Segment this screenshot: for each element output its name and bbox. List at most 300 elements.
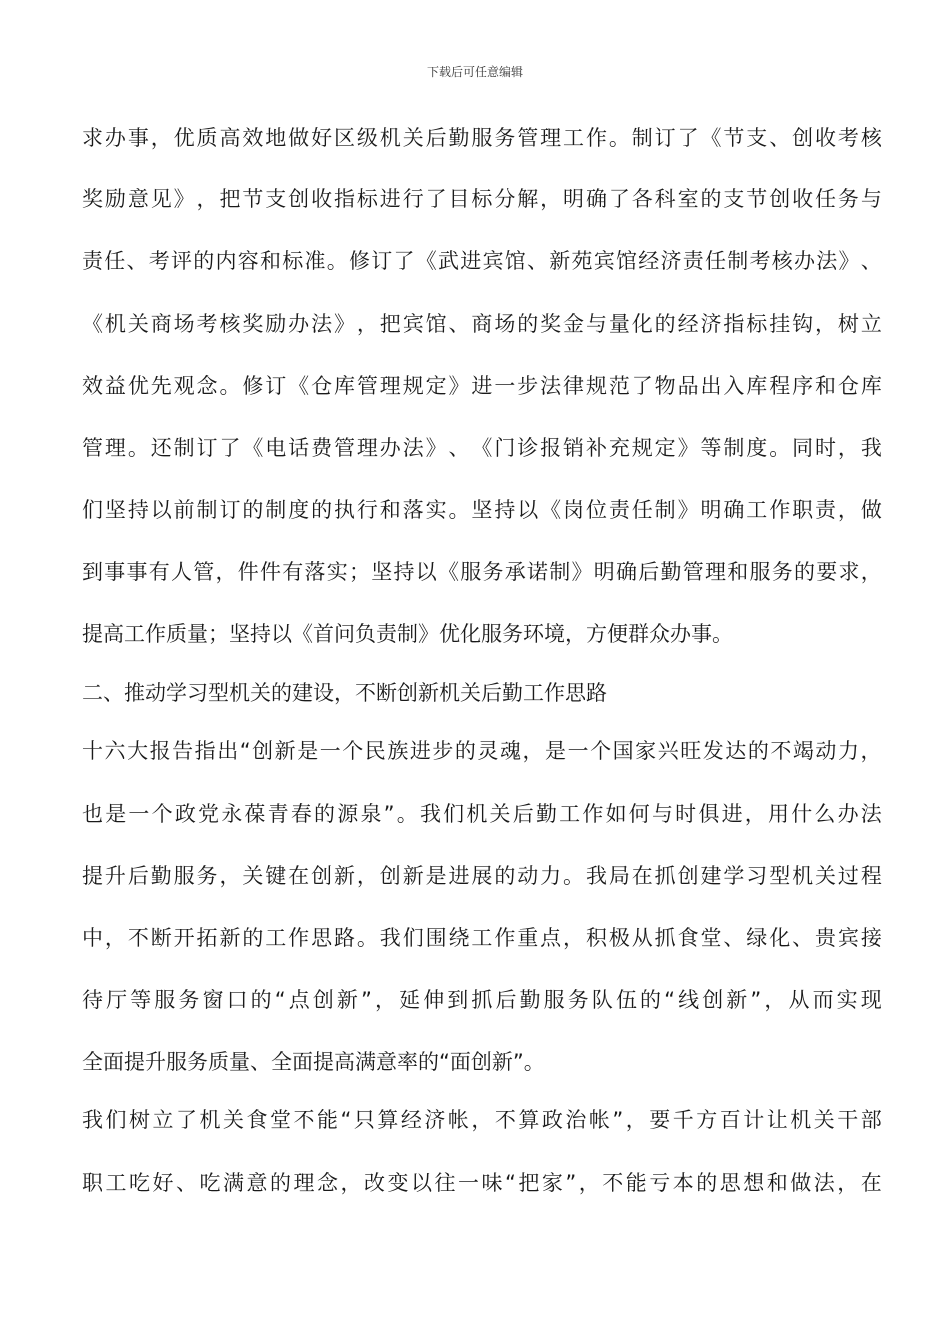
glyph: 是	[297, 739, 319, 763]
glyph: 想	[743, 1171, 765, 1195]
glyph: 二	[82, 681, 103, 705]
glyph: 在	[288, 864, 310, 888]
glyph: 新	[549, 249, 571, 273]
glyph: 做	[860, 498, 882, 522]
glyph: 新	[491, 1050, 513, 1074]
glyph: 《	[540, 498, 562, 522]
glyph: 大	[127, 739, 149, 763]
glyph: 评	[171, 249, 192, 273]
glyph: 办	[104, 126, 126, 150]
glyph: 商	[471, 312, 493, 336]
glyph: 新	[219, 926, 241, 950]
glyph: 贵	[815, 926, 836, 950]
glyph: 一	[319, 739, 341, 763]
glyph: 面	[449, 1050, 471, 1074]
glyph: 和	[379, 498, 401, 522]
glyph: 新	[418, 681, 439, 705]
glyph: 以	[271, 622, 292, 646]
glyph: 优	[439, 622, 460, 646]
glyph: 收	[792, 187, 814, 211]
glyph: 建	[700, 864, 722, 888]
glyph: 们	[82, 498, 103, 522]
glyph: 任	[705, 249, 726, 273]
glyph: 创	[677, 864, 699, 888]
glyph: 满	[355, 1050, 376, 1074]
glyph: 意	[376, 1050, 397, 1074]
glyph: 件	[260, 560, 281, 584]
glyph: 见	[150, 187, 172, 211]
glyph: 、	[527, 249, 548, 273]
glyph: 。	[608, 126, 630, 150]
glyph: ，	[837, 498, 859, 522]
glyph: 用	[767, 802, 789, 826]
glyph: 的	[696, 1171, 718, 1195]
glyph: 全	[82, 1050, 103, 1074]
glyph: 我	[585, 864, 607, 888]
glyph: 把	[379, 312, 401, 336]
glyph: 件	[237, 560, 259, 584]
glyph: 的	[270, 1171, 291, 1195]
glyph: 《	[438, 560, 459, 584]
glyph: 法	[860, 802, 882, 826]
glyph: 求	[838, 560, 860, 584]
glyph: 的	[494, 864, 516, 888]
glyph: 堂	[270, 1108, 291, 1132]
glyph: ，	[334, 681, 355, 705]
glyph: 。	[523, 1050, 545, 1074]
glyph: 区	[333, 126, 355, 150]
glyph: 作	[582, 802, 604, 826]
glyph: 一	[458, 1171, 479, 1195]
glyph: 政	[174, 802, 196, 826]
glyph: 创	[792, 126, 814, 150]
glyph: 核	[860, 126, 882, 150]
glyph: 了	[608, 187, 630, 211]
glyph: 勤	[535, 802, 557, 826]
glyph: 型	[208, 681, 229, 705]
glyph: 理	[379, 374, 401, 398]
glyph: 内	[215, 249, 237, 273]
glyph: 和	[815, 374, 836, 398]
glyph: 能	[317, 1108, 338, 1132]
glyph: 、	[176, 1171, 197, 1195]
glyph: 旺	[680, 739, 702, 763]
glyph: ，	[471, 1108, 493, 1132]
glyph: 率	[397, 1050, 418, 1074]
glyph: 科	[654, 187, 676, 211]
glyph: 机	[466, 802, 488, 826]
glyph: 任	[104, 249, 126, 273]
glyph: 动	[145, 681, 166, 705]
glyph: 的	[747, 739, 769, 763]
glyph: 考	[749, 249, 771, 273]
glyph: ，	[625, 1108, 647, 1132]
glyph: 馆	[504, 249, 526, 273]
glyph: 是	[425, 864, 447, 888]
glyph: 步	[432, 739, 454, 763]
glyph: 。	[712, 622, 733, 646]
glyph: 而	[812, 988, 834, 1012]
glyph: 高	[219, 126, 241, 150]
glyph: 工	[563, 126, 585, 150]
glyph: 思	[311, 926, 333, 950]
glyph: 是	[545, 739, 567, 763]
glyph: 兴	[657, 739, 679, 763]
glyph: 确	[616, 560, 637, 584]
glyph: 质	[196, 126, 218, 150]
glyph: 食	[677, 926, 699, 950]
glyph: 标	[746, 312, 768, 336]
glyph: 围	[425, 926, 447, 950]
glyph: 制	[723, 436, 745, 460]
glyph: 问	[334, 622, 355, 646]
glyph: 的	[314, 802, 336, 826]
glyph: 订	[219, 498, 241, 522]
glyph: 创	[288, 187, 310, 211]
body-line	[82, 924, 882, 952]
glyph: 实	[326, 560, 348, 584]
glyph: 工	[124, 622, 145, 646]
glyph: 律	[563, 374, 585, 398]
glyph: 》	[838, 249, 860, 273]
glyph: 的	[700, 187, 722, 211]
glyph: 们	[402, 926, 424, 950]
glyph: 服	[749, 560, 771, 584]
glyph: 理	[356, 436, 378, 460]
glyph: 坚	[229, 622, 250, 646]
glyph: 重	[517, 926, 539, 950]
glyph: 机	[439, 681, 460, 705]
glyph: 不	[494, 1108, 516, 1132]
glyph: 从	[788, 988, 810, 1012]
glyph: 改	[364, 1171, 385, 1195]
glyph: 。	[127, 436, 149, 460]
glyph: 责	[608, 498, 630, 522]
glyph: 提	[82, 622, 103, 646]
glyph: 奖	[242, 312, 264, 336]
glyph: 进	[721, 802, 743, 826]
glyph: 治	[565, 1108, 587, 1132]
glyph: 把	[219, 187, 241, 211]
glyph: 机	[792, 864, 814, 888]
glyph: 制	[173, 436, 195, 460]
glyph: 务	[178, 988, 200, 1012]
glyph: 动	[815, 739, 837, 763]
glyph: 制	[265, 498, 287, 522]
glyph: 报	[149, 739, 171, 763]
glyph: 、	[723, 926, 745, 950]
glyph: 力	[540, 864, 562, 888]
glyph: 关	[489, 802, 511, 826]
glyph: 《	[471, 436, 493, 460]
body-line	[82, 496, 882, 524]
glyph: 励	[104, 187, 126, 211]
glyph: 立	[860, 312, 882, 336]
body-line	[82, 185, 882, 213]
glyph: 六	[104, 739, 126, 763]
glyph: 。	[356, 926, 378, 950]
glyph: 工	[746, 498, 768, 522]
glyph: 帐	[588, 1108, 610, 1132]
glyph: 质	[208, 1050, 229, 1074]
glyph: 明	[700, 498, 722, 522]
glyph: 同	[792, 436, 814, 460]
glyph: 意	[127, 187, 149, 211]
glyph: 后	[425, 126, 447, 150]
glyph: 推	[124, 681, 145, 705]
body-line	[82, 434, 882, 462]
glyph: 后	[495, 988, 517, 1012]
glyph: 务	[196, 864, 218, 888]
glyph: 型	[769, 864, 791, 888]
glyph: 方	[586, 622, 607, 646]
glyph: 习	[187, 681, 208, 705]
glyph: 分	[494, 187, 516, 211]
glyph: 党	[198, 802, 220, 826]
glyph: ，	[104, 926, 126, 950]
glyph: 任	[815, 187, 836, 211]
glyph: ，	[565, 622, 586, 646]
glyph: 进	[409, 739, 431, 763]
glyph: 经	[638, 249, 660, 273]
glyph: 位	[585, 498, 607, 522]
glyph: 事	[126, 560, 148, 584]
glyph: 理	[104, 436, 126, 460]
glyph: 考	[837, 126, 859, 150]
glyph: 一	[567, 739, 589, 763]
glyph: ，	[815, 312, 836, 336]
glyph: 了	[393, 249, 415, 273]
glyph: 经	[677, 312, 699, 336]
section-heading	[82, 679, 882, 707]
glyph: 在	[631, 864, 653, 888]
glyph: 收	[815, 126, 836, 150]
glyph: 我	[82, 1108, 103, 1132]
glyph: 新	[336, 988, 358, 1012]
glyph: 立	[152, 1108, 174, 1132]
glyph: 目	[448, 187, 470, 211]
glyph: 吃	[199, 1171, 221, 1195]
glyph: 各	[631, 187, 653, 211]
glyph: 好	[152, 1171, 174, 1195]
glyph: 报	[540, 436, 562, 460]
glyph: 化	[460, 622, 481, 646]
glyph: 承	[504, 560, 526, 584]
glyph: 高	[334, 1050, 355, 1074]
glyph: 灵	[477, 739, 499, 763]
glyph: 、	[250, 1050, 271, 1074]
glyph: 们	[443, 802, 465, 826]
glyph: 武	[438, 249, 459, 273]
glyph: ，	[744, 802, 766, 826]
glyph: 明	[593, 560, 615, 584]
glyph: 待	[82, 988, 103, 1012]
glyph: 个	[151, 802, 173, 826]
glyph: 面	[292, 1050, 313, 1074]
glyph: 众	[649, 622, 670, 646]
glyph: 了	[677, 126, 699, 150]
glyph: 窗	[202, 988, 224, 1012]
glyph: 勤	[519, 988, 541, 1012]
glyph: 节	[242, 187, 264, 211]
glyph: 求	[82, 126, 103, 150]
glyph: 与	[585, 312, 607, 336]
glyph: 工	[265, 926, 287, 950]
glyph: 的	[640, 988, 662, 1012]
body-line	[82, 247, 882, 275]
glyph: 诺	[527, 560, 548, 584]
glyph: 只	[353, 1108, 375, 1132]
glyph: ，	[837, 1171, 859, 1195]
glyph: 让	[766, 1108, 788, 1132]
glyph: 局	[608, 864, 630, 888]
glyph: 我	[860, 436, 882, 460]
glyph: 工	[523, 681, 544, 705]
glyph: 解	[517, 187, 539, 211]
glyph: 千	[672, 1108, 694, 1132]
glyph: 节	[723, 126, 745, 150]
glyph: 不	[770, 739, 792, 763]
glyph: 馆	[425, 312, 447, 336]
glyph: 关	[460, 681, 481, 705]
glyph: ”	[361, 988, 372, 1012]
glyph: 《	[700, 126, 722, 150]
glyph: 高	[103, 622, 124, 646]
glyph: 葆	[244, 802, 266, 826]
glyph: 量	[608, 312, 630, 336]
glyph: 务	[502, 622, 523, 646]
glyph: 任	[631, 498, 653, 522]
glyph: 苑	[571, 249, 593, 273]
glyph: 不	[127, 926, 149, 950]
glyph: 办	[379, 436, 401, 460]
glyph: 持	[250, 622, 271, 646]
glyph: 订	[371, 249, 393, 273]
glyph: 与	[651, 802, 673, 826]
glyph: 先	[150, 374, 172, 398]
glyph: 永	[221, 802, 243, 826]
glyph: 中	[82, 926, 103, 950]
glyph: 建	[292, 681, 313, 705]
glyph: 理	[540, 126, 562, 150]
glyph: 民	[364, 739, 386, 763]
glyph: 行	[402, 187, 424, 211]
glyph: 室	[677, 187, 699, 211]
glyph: 是	[105, 802, 127, 826]
glyph: 法	[816, 249, 838, 273]
glyph: ，	[860, 560, 882, 584]
glyph: 的	[242, 498, 264, 522]
glyph: 电	[265, 436, 287, 460]
glyph: 便	[607, 622, 628, 646]
glyph: 质	[166, 622, 187, 646]
glyph: 也	[82, 802, 103, 826]
glyph: 管	[333, 436, 355, 460]
glyph: 点	[540, 926, 562, 950]
glyph: 益	[104, 374, 126, 398]
glyph: 关	[242, 864, 264, 888]
glyph: 范	[608, 374, 630, 398]
glyph: 从	[631, 926, 653, 950]
glyph: 办	[288, 312, 310, 336]
glyph: 责	[376, 622, 397, 646]
glyph: 责	[82, 249, 103, 273]
glyph: 部	[860, 1108, 882, 1132]
glyph: 们	[105, 1108, 127, 1132]
glyph: 的	[517, 312, 539, 336]
glyph: 指	[723, 312, 745, 336]
glyph: 管	[193, 560, 215, 584]
glyph: 接	[860, 926, 882, 950]
glyph: 》	[173, 187, 195, 211]
glyph: 关	[815, 864, 836, 888]
glyph: 门	[494, 436, 516, 460]
glyph: 确	[585, 187, 607, 211]
glyph: 还	[150, 436, 172, 460]
glyph: 务	[187, 1050, 208, 1074]
glyph: 效	[82, 374, 103, 398]
glyph: 入	[723, 374, 745, 398]
glyph: ，	[375, 988, 396, 1012]
glyph: 关	[250, 681, 271, 705]
glyph: 意	[246, 1171, 268, 1195]
glyph: 新	[402, 864, 424, 888]
glyph: “	[340, 1108, 352, 1132]
glyph: 的	[654, 312, 676, 336]
glyph: 堂	[700, 926, 722, 950]
glyph: 。	[219, 374, 241, 398]
glyph: 前	[173, 498, 195, 522]
glyph: 规	[631, 436, 653, 460]
glyph: 级	[356, 126, 378, 150]
glyph: 效	[242, 126, 264, 150]
glyph: 事	[104, 560, 126, 584]
glyph: 首	[313, 622, 334, 646]
glyph: 和	[727, 560, 749, 584]
glyph: ，	[150, 126, 172, 150]
glyph: 青	[267, 802, 289, 826]
glyph: 勤	[660, 560, 682, 584]
body-line	[82, 862, 882, 890]
glyph: 服	[166, 1050, 187, 1074]
glyph: 面	[103, 1050, 124, 1074]
glyph: 法	[402, 436, 424, 460]
glyph: 收	[311, 187, 333, 211]
glyph: 干	[837, 1108, 859, 1132]
glyph: 十	[82, 739, 103, 763]
glyph: 标	[471, 187, 493, 211]
glyph: 事	[691, 622, 712, 646]
glyph: 个	[590, 739, 612, 763]
glyph: 创	[702, 988, 724, 1012]
glyph: 、	[126, 249, 148, 273]
glyph: 后	[127, 864, 149, 888]
glyph: 进	[379, 187, 401, 211]
glyph: 提	[313, 1050, 334, 1074]
glyph: 步	[517, 374, 539, 398]
glyph: 规	[402, 374, 424, 398]
glyph: 工	[105, 1171, 127, 1195]
glyph: 岗	[563, 498, 585, 522]
glyph: ”	[512, 1050, 524, 1074]
glyph: 工	[471, 926, 493, 950]
glyph: 、	[860, 249, 882, 273]
page-header: 下载后可任意编辑	[426, 65, 523, 79]
glyph: 馆	[616, 249, 637, 273]
glyph: 定	[425, 374, 447, 398]
glyph: 》	[448, 374, 470, 398]
glyph: 《	[415, 249, 437, 273]
